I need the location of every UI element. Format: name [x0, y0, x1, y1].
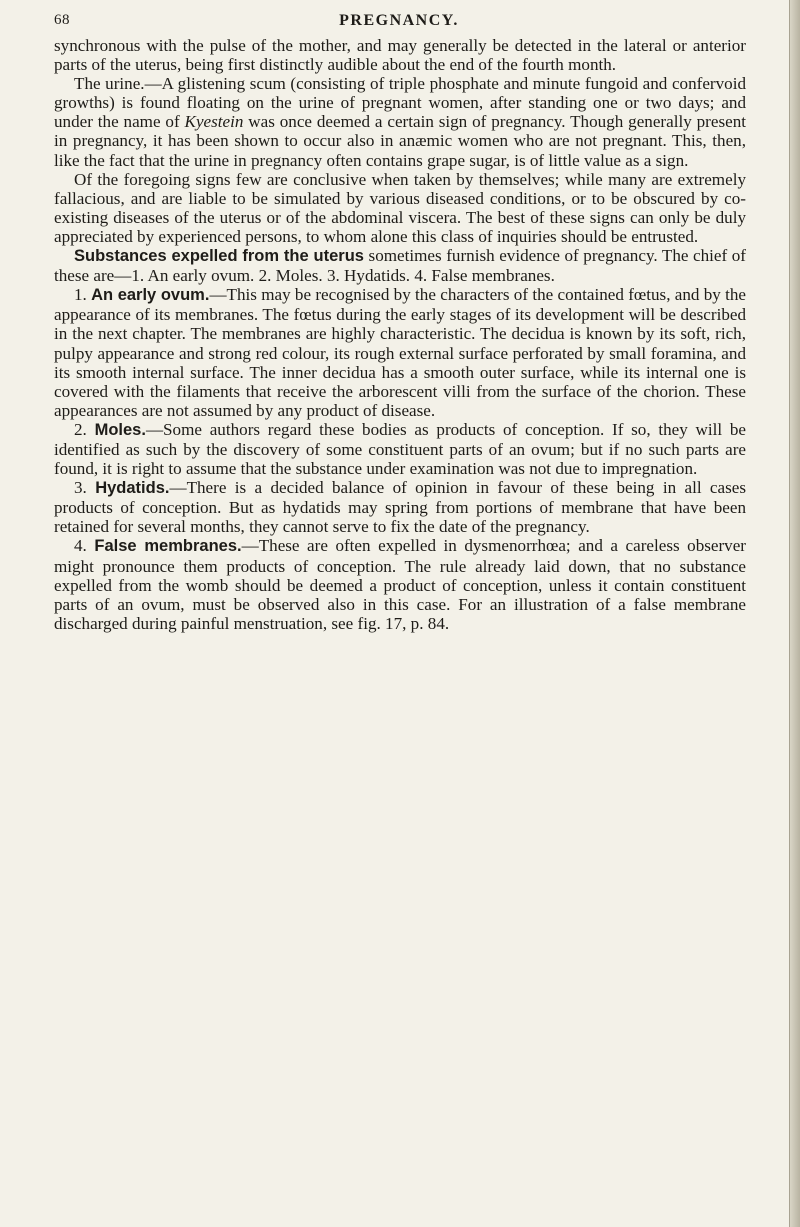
paragraph-urine: [54, 74, 746, 169]
paragraph-hydatids: [54, 478, 746, 536]
paragraph-text: —There is a decided balance of opinion in favour of these being in all cases products of conception. But as hydatids may spring from portions of membrane that have been retained for several months, they cannot serve to fix the date of the pregnancy.: [54, 478, 746, 537]
item-number: 3.: [74, 478, 96, 498]
item-number: 2.: [74, 419, 95, 439]
paragraph-text: The urine.—A glistening scum (consisting of triple phosphate and minute fungoid and confervoid growths) is found floating on the urine of pregnant women, after standing one or two days; and under the name of: [54, 74, 746, 132]
kyestein-term: Kyestein: [184, 112, 244, 132]
item-heading: False membranes.: [94, 537, 242, 556]
section-heading: Substances expelled from the uterus: [74, 247, 364, 266]
item-number: 1.: [74, 285, 92, 305]
page-header: [54, 12, 744, 34]
paragraph-early-ovum: [54, 285, 746, 420]
item-number: 4.: [74, 536, 95, 556]
body-text: [54, 36, 746, 633]
item-heading: Moles.: [94, 420, 146, 439]
paragraph-heart-sounds: [54, 36, 746, 74]
paragraph-text: —This may be recognised by the characters of the contained fœtus, and by the appearance of its membranes. The fœtus during the early stages of its development will be described in the next chapter. The membranes are highly characteristic. The decidua is known by its soft, rich, pulpy appearance and strong red colour, its rough external surface perforated by small foramina, and its smooth internal surface. The inner decidua has a smooth outer surface, while its internal one is covered with the filaments that receive the arborescent villi from the surface of the chorion. These appearances are not assumed by any product of disease.: [54, 285, 747, 420]
running-head: PREGNANCY.: [339, 12, 459, 29]
paragraph-signs-summary: [54, 170, 746, 246]
paragraph-substances-expelled: [54, 246, 746, 285]
paragraph-text: —Some authors regard these bodies as products of conception. If so, they will be identified as such by the discovery of some constituent parts of an ovum; but if no such parts are found, it is right to assume that the substance under examination was not due to impregnation.: [54, 419, 746, 479]
paragraph-text: synchronous with the pulse of the mother, and may generally be detected in the lateral or anterior parts of the uterus, being first distinctly audible about the end of the fourth month.: [54, 36, 746, 75]
paragraph-text: sometimes furnish evidence of pregnancy. The chief of these are—1. An early ovum. 2. Moles. 3. Hydatids. 4. False membranes.: [54, 246, 746, 286]
paragraph-text: Of the foregoing signs few are conclusive when taken by themselves; while many are extremely fallacious, and are liable to be simulated by various diseased conditions, or to be obscured by co-existing diseases of the uterus or of the abdominal viscera. The best of these signs can only be duly appreciated by experienced persons, to whom alone this class of inquiries should be entrusted.: [54, 169, 746, 246]
item-heading: An early ovum.: [91, 286, 210, 305]
paragraph-false-membranes: [54, 536, 746, 632]
item-heading: Hydatids.: [95, 479, 170, 498]
paragraph-text: —These are often expelled in dysmenorrhœa; and a careless observer might pronounce them products of conception. The rule already laid down, that no substance expelled from the womb should be deemed a product of conception, unless it contain constituent parts of an ovum, must be observed also in this case. For an illustration of a false membrane discharged during painful menstruation, see fig. 17, p. 84.: [54, 536, 747, 633]
page-edge: [789, 0, 800, 1227]
paragraph-text: was once deemed a certain sign of pregnancy. Though generally present in pregnancy, it has been shown to occur also in anæmic women who are not pregnant. This, then, like the fact that the urine in pregnancy often contains grape sugar, is of little value as a sign.: [54, 112, 746, 170]
page-number: 68: [54, 12, 70, 28]
paragraph-moles: [54, 420, 746, 478]
